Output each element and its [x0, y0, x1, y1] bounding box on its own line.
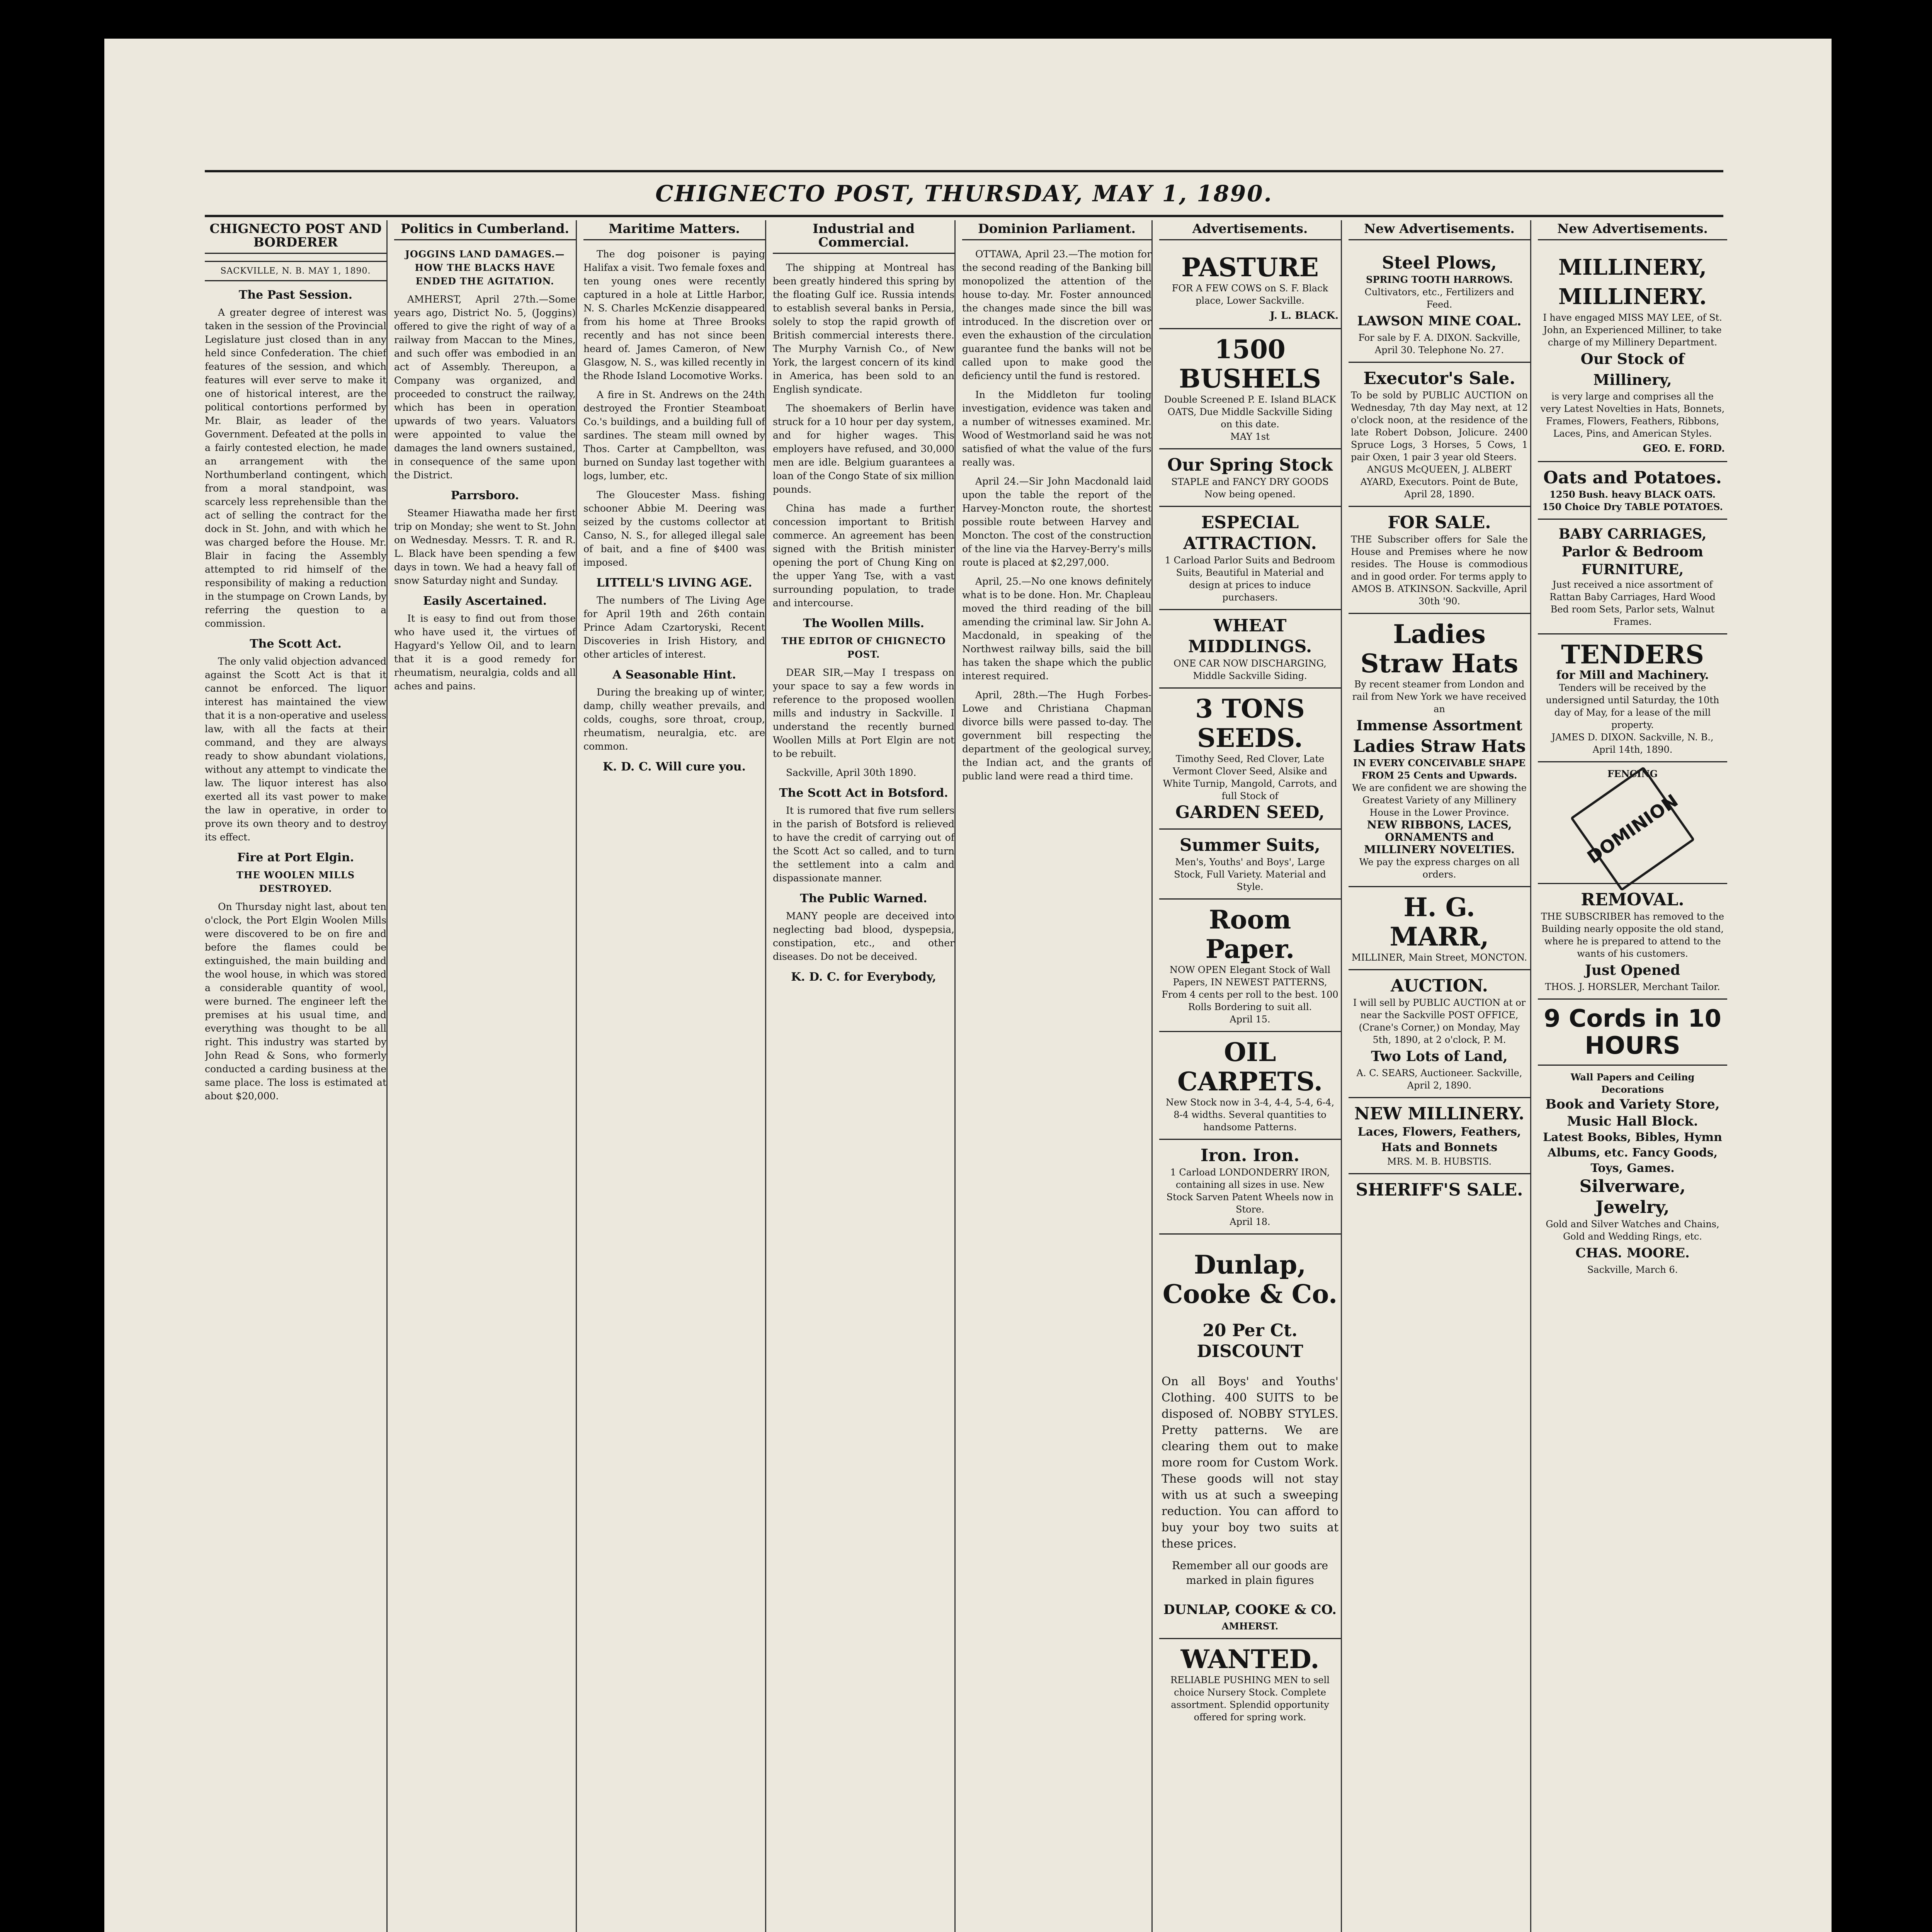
ad-summer-suits [1159, 830, 1341, 900]
article-body: China has made a further concession important to British commerce. An agreement has been signed with the British minister opening the port of Chung King on the upper Yang Tse, with a vast surrounding population, to trade and intercourse. [773, 503, 954, 609]
ad-subtitle: Our Stock of Millinery, [1580, 350, 1685, 388]
column-new-advertisements-2 [1538, 220, 1727, 1932]
ad-body: STAPLE and FANCY DRY GOODS Now being opened. [1171, 476, 1329, 500]
ad-body: 1 Carload Parlor Suits and Bedroom Suits, Beautiful in Material and design at prices to induce purchasers. [1165, 555, 1335, 603]
ad-title: Wall Papers and Ceiling Decorations [1570, 1071, 1695, 1095]
ad-signature: GEO. E. FORD. [1643, 443, 1725, 454]
ad-title: WHEAT MIDDLINGS. [1188, 616, 1312, 656]
ad-body: is very large and comprises all the very Latest Novelties in Hats, Bonnets, Frames, Flowers, Feathers, Ribbons, Laces, Pins, and American Styles. [1540, 391, 1725, 439]
article-body: A greater degree of interest was taken in the session of the Provincial Legislature just closed than in any held since Confederation. The chief features of the session, and which features will ever serve to make it one of historical interest, are the political contortions performed by Mr. Blair, as leader of the Government. Defeated at the polls in a fairly contested election, he made an arrangement with the Northumberland contingent, which from a moral standpoint, was scarcely less reprehensible than the act of selling the contract for the dock in St. John, and with which he was charged before the House. Mr. Blair in facing the Assembly attempted to rid himself of the responsibility of making a reduction in the stumpage on Crown Lands, by referring the question to a commission. [205, 307, 386, 629]
ad-wanted [1159, 1639, 1341, 1729]
ad-tenders [1538, 634, 1727, 762]
ad-title: FENCING [1607, 768, 1658, 779]
ad-body: To be sold by PUBLIC AUCTION on Wednesday, 7th day May next, at 12 o'clock noon, at the residence of the late Robert Dobson, Jolicure. 2400 Spruce Logs, 3 Horses, 5 Cows, 1 pair Oxen, 1 pair 3 year old Steers. [1351, 390, 1528, 463]
ad-title: Room Paper. [1205, 905, 1295, 964]
article-heading: The Scott Act in Botsford. [779, 786, 948, 800]
article-body: The shoemakers of Berlin have struck for a 10 hour per day system, and for higher wages. This employers have refused, and 30,000 men are idle. Belgium guarantees a loan of the Congo State of six million pounds. [773, 403, 954, 495]
ad-ladies-straw-hats [1349, 614, 1530, 887]
ad-title: Dunlap, Cooke & Co. [1162, 1250, 1338, 1309]
ad-body: NEW RIBBONS, LACES, ORNAMENTS and MILLINERY NOVELTIES. [1364, 818, 1515, 856]
article-heading: The Public Warned. [800, 892, 927, 905]
ad-date: Sackville, March 6. [1587, 1264, 1678, 1275]
ad-baby-carriages [1538, 520, 1727, 634]
ad-signature: A. C. SEARS, Auctioneer. Sackville, April 2, 1890. [1356, 1068, 1522, 1091]
ad-body: Gold and Silver Watches and Chains, Gold and Wedding Rings, etc. [1546, 1219, 1719, 1242]
ad-signature: JAMES D. DIXON. Sackville, N. B., April 14th, 1890. [1551, 732, 1714, 755]
ad-steel-plows [1349, 247, 1530, 363]
column-header: Maritime Matters. [583, 220, 765, 240]
article-subheading: THE WOOLEN MILLS DESTROYED. [236, 869, 355, 894]
article-heading: A Seasonable Hint. [612, 668, 736, 682]
article-heading: Parrsboro. [451, 489, 519, 502]
ad-executors-sale [1349, 363, 1530, 507]
ad-subtitle: for Mill and Machinery. [1556, 668, 1709, 682]
ad-title: H. G. MARR, [1389, 892, 1489, 952]
column-politics [394, 220, 577, 1932]
ad-title: Our Spring Stock [1167, 455, 1333, 475]
dominion-wire-logo: DOMINION [1570, 766, 1695, 891]
ad-body: Laces, Flowers, Feathers, Hats and Bonnets [1357, 1125, 1521, 1154]
ad-title: REMOVAL. [1581, 890, 1684, 910]
ad-wheat [1159, 610, 1341, 689]
ad-signature: CHAS. MOORE. [1575, 1245, 1690, 1261]
ad-date: April 18. [1230, 1216, 1270, 1227]
ad-signature: THOS. J. HORSLER, Merchant Tailor. [1545, 981, 1720, 992]
ad-date: April 15. [1230, 1014, 1270, 1025]
ad-body: New Stock now in 3-4, 4-4, 5-4, 6-4, 8-4 widths. Several quantities to handsome Patterns. [1165, 1097, 1335, 1133]
article-body: The only valid objection advanced against the Scott Act is that it cannot be enforced. The liquor interest has maintained the view that it is a non-operative and useless law, with all the facts at their command, and they are always ready to show abundant violations, without any attempt to vindicate the law. The liquor interest has also exerted all its vast power to make the law in operative, in order to prove its own theory and to destroy its effect. [205, 656, 386, 843]
article-body: April, 28th.—The Hugh Forbes-Lowe and Christiana Chapman divorce bills were passed to-day. The government bill respecting the department of the geological survey, the Indian act, and the grants of public land were read a third time. [962, 689, 1151, 782]
ad-sheriffs-sale [1349, 1174, 1530, 1206]
ad-subtitle: Immense Assortment [1356, 718, 1522, 734]
ad-spring-stock [1159, 449, 1341, 507]
ad-signature: MRS. M. B. HUBSTIS. [1387, 1156, 1492, 1167]
ad-signature: AMOS B. ATKINSON. Sackville, April 30th '90. [1351, 583, 1527, 607]
ad-oats-potatoes [1538, 462, 1727, 520]
dateline: SACKVILLE, N. B. MAY 1, 1890. [205, 261, 386, 281]
ad-auction [1349, 970, 1530, 1098]
ad-tagline: K. D. C. Will cure you. [603, 760, 746, 774]
ad-dunlap-cooke [1159, 1235, 1341, 1639]
ad-bushels [1159, 329, 1341, 449]
ad-body: Tenders will be received by the undersigned until Saturday, the 10th day of May, for a lease of the mill property. [1546, 682, 1719, 730]
column-industrial [773, 220, 956, 1932]
ad-location: AMHERST. [1221, 1621, 1279, 1632]
article-subheading: THE EDITOR OF CHIGNECTO POST. [781, 635, 946, 660]
ad-date: MAY 1st [1230, 431, 1270, 442]
ad-body: THE Subscriber offers for Sale the House and Premises where he now resides. The House is commodious and in good order. For terms apply to [1351, 534, 1528, 582]
masthead: CHIGNECTO POST, THURSDAY, MAY 1, 1890. [205, 170, 1723, 217]
article-heading: Easily Ascertained. [423, 594, 547, 608]
ad-title: BABY CARRIAGES, Parlor & Bedroom FURNITURE, [1558, 526, 1707, 578]
column-header: Dominion Parliament. [962, 220, 1151, 240]
article-body: On Thursday night last, about ten o'clock, the Port Elgin Woolen Mills were discovered to be on fire and before the flames could be extinguished, the main building and the wool house, in which was stored a considerable quantity of wool, were burned. The engineer left the premises at his usual time, and everything was thought to be all right. This industry was started by John Read & Sons, who formerly conducted a carding business at the same place. The loss is estimated at about $20,000. [205, 901, 386, 1102]
ad-subtitle: Silverware, Jewelry, [1579, 1177, 1686, 1217]
column-header: New Advertisements. [1538, 220, 1727, 240]
ad-title: PASTURE [1181, 252, 1319, 282]
ad-title: MILLINERY, MILLINERY. [1558, 255, 1707, 310]
ad-body: Timothy Seed, Red Clover, Late Vermont Clover Seed, Alsike and White Turnip, Mangold, Carrots, and full Stock of [1163, 753, 1337, 801]
ad-title: Summer Suits, [1179, 835, 1321, 855]
article-body: The dog poisoner is paying Halifax a visit. Two female foxes and ten young ones were recently captured in a hole at Little Harbor, N. S. Charles McKenzie disappeared from his home at Three Brooks recently and has not since been heard of. James Cameron, of New Glasgow, N. S., was killed recently in the Rhode Island Locomotive Works. [583, 248, 765, 381]
ad-body: 1 Carload LONDONDERRY IRON, containing all sizes in use. New Stock Sarven Patent Wheels now in Store. [1166, 1167, 1334, 1215]
ad-title: TENDERS [1561, 639, 1704, 670]
article-body: In the Middleton fur tooling investigation, evidence was taken and a number of witnesses examined. Mr. Wood of Westmorland said he was not satisfied of what the value of the furs really was. [962, 389, 1151, 468]
column-new-advertisements [1349, 220, 1531, 1932]
ad-body: Just received a nice assortment of Rattan Baby Carriages, Hard Wood Bed room Sets, Parlor sets, Walnut Frames. [1549, 579, 1716, 627]
ad-body: NOW OPEN Elegant Stock of Wall Papers, IN NEWEST PATTERNS, From 4 cents per roll to the best. 100 Rolls Bordering to suit all. [1162, 964, 1338, 1012]
ad-especial [1159, 507, 1341, 610]
article-body: The Gloucester Mass. fishing schooner Abbie M. Deering was seized by the customs collector at Canso, N. S., for alleged illegal sale of bait, and a fine of $400 was imposed. [583, 489, 765, 568]
ad-title: WANTED. [1180, 1644, 1320, 1674]
ad-tagline: K. D. C. for Everybody, [791, 970, 936, 984]
ad-for-sale [1349, 507, 1530, 614]
ad-room-paper [1159, 900, 1341, 1032]
ad-body: THE SUBSCRIBER has removed to the Building nearly opposite the old stand, where he is prepared to attend to the wants of his customers. [1541, 911, 1724, 959]
ad-title: 1500 BUSHELS [1179, 334, 1321, 394]
article-heading: The Woollen Mills. [803, 617, 924, 630]
ad-title: NEW MILLINERY. [1354, 1104, 1525, 1124]
ad-body: RELIABLE PUSHING MEN to sell choice Nursery Stock. Complete assortment. Splendid opportunity offered for spring work. [1170, 1675, 1330, 1723]
ad-title: Executor's Sale. [1363, 369, 1515, 388]
ad-body: I have engaged MISS MAY LEE, of St. John, an Experienced Milliner, to take charge of my Millinery Department. [1543, 312, 1722, 348]
ad-subtitle: Two Lots of Land, [1371, 1048, 1508, 1065]
ad-title: OIL CARPETS. [1177, 1037, 1323, 1097]
article-heading: Fire at Port Elgin. [237, 851, 354, 864]
ad-body: IN EVERY CONCEIVABLE SHAPE FROM 25 Cents and Upwards. [1353, 757, 1526, 781]
ad-title: SHERIFF'S SALE. [1355, 1180, 1523, 1200]
article-body: MANY people are deceived into neglecting bad blood, dyspepsia, constipation, etc., and other diseases. Do not be deceived. [773, 910, 954, 962]
article-heading: The Scott Act. [250, 637, 342, 651]
ad-signature: ANGUS McQUEEN, J. ALBERT AYARD, Executors. Point de Bute, April 28, 1890. [1360, 464, 1519, 500]
ad-body: 1250 Bush. heavy BLACK OATS. 150 Choice Dry TABLE POTATOES. [1542, 489, 1723, 512]
column-advertisements [1159, 220, 1342, 1932]
ad-body: For sale by F. A. DIXON. Sackville, April 30. Telephone No. 27. [1358, 332, 1520, 355]
column-header: Advertisements. [1159, 220, 1341, 240]
article-body: A fire in St. Andrews on the 24th destroyed the Frontier Steamboat Co.'s buildings, and a building full of sardines. The steam mill owned by Thos. Carter at Campbellton, was burned on Sunday last together with logs, lumber, etc. [583, 389, 765, 481]
ad-body: We are confident we are showing the Greatest Variety of any Millinery House in the Lower Province. [1352, 782, 1527, 818]
ad-body: Cultivators, etc., Fertilizers and Feed. [1364, 287, 1514, 310]
article-body: OTTAWA, April 23.—The motion for the second reading of the Banking bill monopolized the attention of the house to-day. Mr. Foster announced the changes made since the bill was introduced. In the discretion over or even the exhaustion of the circulation guarantee fund the banks will not be called upon to make good the deficiency until the fund is restored. [962, 248, 1151, 381]
ad-book-store [1538, 1066, 1727, 1281]
ad-signature: DUNLAP, COOKE & CO. [1163, 1602, 1337, 1617]
column-header: CHIGNECTO POST AND BORDERER [205, 220, 386, 254]
ad-body: ONE CAR NOW DISCHARGING, Middle Sackville Siding. [1173, 658, 1327, 681]
article-heading: LITTELL'S LIVING AGE. [596, 576, 752, 590]
ad-body: On all Boys' and Youths' Clothing. 400 SUITS to be disposed of. NOBBY STYLES. Pretty patterns. We are clearing them out to make more room for Custom Work. These goods will not stay with us at such a sweeping reduction. You can afford to buy your boy two suits at these prices. [1162, 1375, 1338, 1551]
ad-title: Steel Plows, [1382, 253, 1497, 273]
article-body: AMHERST, April 27th.—Some years ago, District No. 5, (Joggins) offered to give the right of way of a railway from Maccan to the Mines, and such offer was embodied in an act of Assembly. Thereupon, a Company was organized, and proceeded to construct the railway, which has been in operation upwards of two years. Valuators were appointed to value the damages the land owners sustained, in consequence of the same upon the District. [394, 294, 576, 481]
article-body: During the breaking up of winter, damp, chilly weather prevails, and colds, coughs, sore throat, croup, rheumatism, neuralgia, etc. are common. [583, 687, 765, 752]
column-parliament [962, 220, 1153, 1932]
ad-subtitle: Ladies Straw Hats [1353, 736, 1526, 756]
ad-subtitle: Just Opened [1585, 962, 1680, 978]
ad-subtitle: GARDEN SEED, [1175, 803, 1325, 822]
column-header: Politics in Cumberland. [394, 220, 576, 240]
ad-subtitle: MILLINER, Main Street, MONCTON. [1351, 952, 1527, 963]
ad-note: Remember all our goods are marked in plain figures [1172, 1559, 1328, 1587]
ad-pasture [1159, 247, 1341, 329]
article-body: April, 25.—No one knows definitely what is to be done. Hon. Mr. Chapleau moved the third reading of the bill amending the criminal law. Sir John A. Macdonald, in speaking of the Northwest railway bills, said the bill has taken the shape which the public interest required. [962, 576, 1151, 682]
ad-sawing-machine [1538, 1000, 1727, 1066]
article-body: It is easy to find out from those who have used it, the virtues of Hagyard's Yellow Oil, and to learn that it is a good remedy for rheumatism, neuralgia, colds and all aches and pains. [394, 613, 576, 692]
ad-title: Iron. Iron. [1200, 1146, 1300, 1165]
article-body: The shipping at Montreal has been greatly hindered this spring by the floating Gulf ice. Russia intends to establish several banks in Persia, solely to stop the rapid growth of British commercial interests there. The Murphy Varnish Co., of New York, the largest concern of its kind in America, has been sold to an English syndicate. [773, 262, 954, 395]
ad-subtitle: Book and Variety Store, Music Hall Block. [1545, 1097, 1720, 1129]
ad-subtitle: 20 Per Ct. DISCOUNT [1197, 1321, 1303, 1361]
ad-body: By recent steamer from London and rail from New York we have received an [1352, 679, 1527, 714]
ad-subtitle: LAWSON MINE COAL. [1357, 313, 1522, 329]
article-body: April 24.—Sir John Macdonald laid upon the table the report of the Harvey-Moncton route, the shortest possible route between Harvey and Moncton. The cost of the construction of the line via the Harvey-Berry's mills route is placed at $2,297,000. [962, 476, 1151, 568]
ad-title: AUCTION. [1391, 976, 1488, 996]
ad-removal [1538, 884, 1727, 1000]
column-header: Industrial and Commercial. [773, 220, 954, 254]
ad-millinery [1538, 247, 1727, 462]
ad-title: 9 Cords in 10 HOURS [1544, 1004, 1721, 1060]
column-header: New Advertisements. [1349, 220, 1530, 240]
ad-oil-carpets [1159, 1032, 1341, 1140]
ad-subtitle: SPRING TOOTH HARROWS. [1366, 274, 1513, 285]
article-subheading: JOGGINS LAND DAMAGES.—HOW THE BLACKS HAVE ENDED THE AGITATION. [405, 248, 565, 287]
article-body: DEAR SIR,—May I trespass on your space to say a few words in reference to the proposed woollen mills and industry in Sackville. I understand the recently burned Woollen Mills at Port Elgin are not to be rebuilt. [773, 667, 954, 759]
ad-dominion-fencing [1538, 762, 1727, 884]
ad-seeds [1159, 689, 1341, 830]
column-editorial [205, 220, 388, 1932]
article-heading: The Past Session. [238, 288, 353, 302]
article-body: Steamer Hiawatha made her first trip on Monday; she went to St. John on Wednesday. Messrs. T. R. and R. L. Black have been spending a few days in town. We had a heavy fall of snow Saturday night and Sunday. [394, 507, 576, 586]
ad-title: FOR SALE. [1388, 513, 1491, 532]
ad-body: Men's, Youths' and Boys', Large Stock, Full Variety. Material and Style. [1174, 857, 1326, 892]
ad-iron [1159, 1140, 1341, 1235]
column-maritime [583, 220, 766, 1932]
ad-title: ESPECIAL ATTRACTION. [1183, 513, 1317, 553]
ad-signature: J. L. BLACK. [1270, 310, 1338, 321]
ad-new-millinery [1349, 1098, 1530, 1174]
article-body: It is rumored that five rum sellers in the parish of Botsford is relieved to have the credit of carrying out of the Scott Act so called, and to turn the settlement into a calm and dispassionate manner. [773, 805, 954, 884]
ad-title: 3 TONS SEEDS. [1195, 694, 1305, 753]
ad-subtitle: Latest Books, Bibles, Hymn Albums, etc. Fancy Goods, Toys, Games. [1543, 1131, 1722, 1175]
ad-note: We pay the express charges on all orders. [1359, 857, 1520, 880]
article-body: The numbers of The Living Age for April 19th and 26th contain Prince Adam Czartoryski, Recent Discoveries in Irish History, and other articles of interest. [583, 595, 765, 660]
ad-title: Oats and Potatoes. [1543, 468, 1722, 488]
ad-body: Double Screened P. E. Island BLACK OATS, Due Middle Sackville Siding on this date. [1164, 394, 1336, 430]
ad-marr [1349, 887, 1530, 970]
ad-body: I will sell by PUBLIC AUCTION at or near the Sackville POST OFFICE, (Crane's Corner,) on Monday, May 5th, 1890, at 2 o'clock, P. M. [1353, 997, 1526, 1045]
newspaper-page [104, 39, 1832, 1932]
letter-signature: Sackville, April 30th 1890. [786, 767, 917, 778]
ad-body: FOR A FEW COWS on S. F. Black place, Lower Sackville. [1172, 283, 1328, 306]
ad-title: Ladies Straw Hats [1360, 619, 1519, 679]
